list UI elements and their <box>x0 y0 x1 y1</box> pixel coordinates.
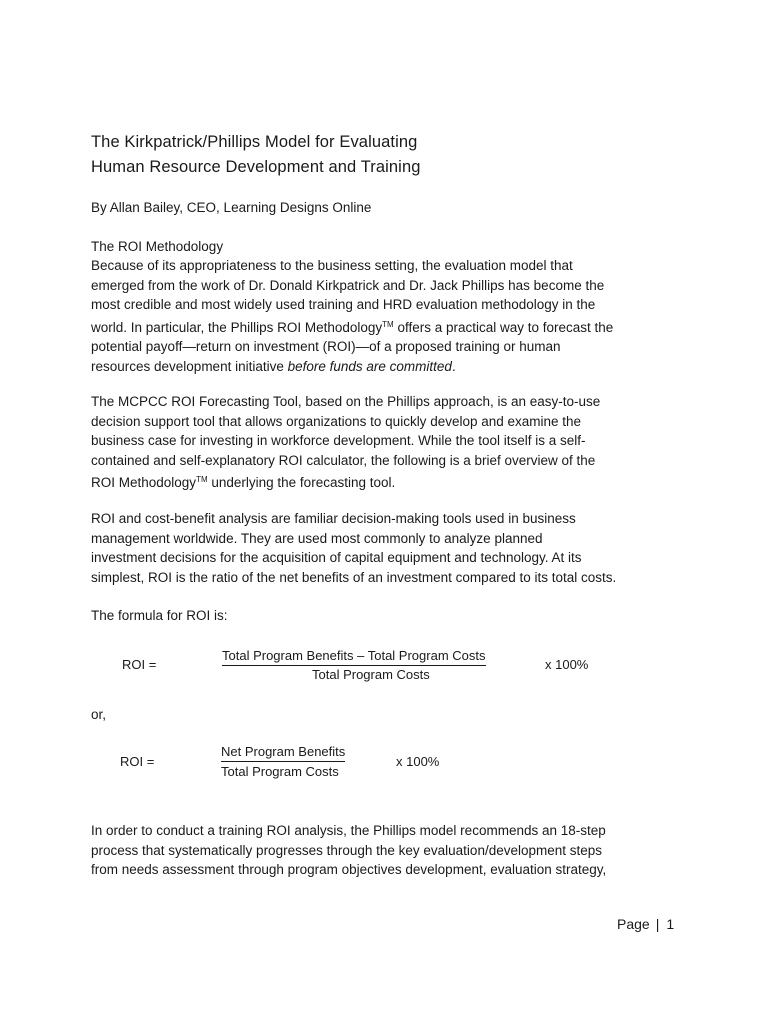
formula-multiplier: x 100% <box>396 754 440 769</box>
page-label: Page <box>617 916 650 932</box>
paragraph-4 <box>91 821 691 880</box>
trademark-mark: TM <box>382 319 394 329</box>
or-text: or, <box>91 707 107 722</box>
title-line-1: The Kirkpatrick/Phillips Model for Evaluating <box>91 133 418 151</box>
paragraph-line: business case for investing in workforce development. While the tool itself is a self- <box>91 433 586 448</box>
page-footer <box>617 914 674 934</box>
paragraph-line <box>91 357 691 377</box>
paragraph-text: . <box>451 358 456 374</box>
page-separator: | <box>655 916 660 932</box>
formula-denominator: Total Program Costs <box>312 667 430 682</box>
paragraph-line: most credible and most widely used training and HRD evaluation methodology in the <box>91 297 596 312</box>
formula-intro-text: The formula for ROI is: <box>91 608 228 623</box>
paragraph-line: In order to conduct a training ROI analysis, the Phillips model recommends an 18-step <box>91 823 606 838</box>
paragraph-line: potential payoff—return on investment (ROI)—of a proposed training or human <box>91 339 561 354</box>
formula-numerator: Net Program Benefits <box>221 742 345 762</box>
section-heading <box>91 237 691 257</box>
paragraph-line <box>91 315 691 338</box>
paragraph-line <box>91 470 691 493</box>
section-heading-text: The ROI Methodology <box>91 239 224 254</box>
paragraph-3 <box>91 509 691 587</box>
paragraph-1 <box>91 256 691 376</box>
or-connector <box>91 705 691 725</box>
formula-label: ROI = <box>120 754 155 769</box>
paragraph-line: ROI and cost-benefit analysis are familiar decision-making tools used in business <box>91 511 576 526</box>
paragraph-line: contained and self-explanatory ROI calculator, the following is a brief overview of the <box>91 452 596 468</box>
title-line-2: Human Resource Development and Training <box>91 158 421 176</box>
paragraph-line: investment decisions for the acquisition of capital equipment and technology. At its <box>91 550 582 565</box>
paragraph-line: decision support tool that allows organizations to quickly develop and examine the <box>91 413 582 429</box>
trademark-mark: TM <box>196 475 208 484</box>
document-title <box>91 130 711 180</box>
paragraph-2 <box>91 392 691 493</box>
paragraph-text: offers a practical way to forecast the <box>393 319 614 335</box>
paragraph-line: management worldwide. They are used most commonly to analyze planned <box>91 530 543 546</box>
formula-multiplier: x 100% <box>545 657 589 672</box>
paragraph-line: from needs assessment through program objectives development, evaluation strategy, <box>91 862 607 877</box>
paragraph-text: ROI Methodology <box>91 475 197 490</box>
paragraph-text: world. In particular, the Phillips ROI Methodology <box>91 319 383 335</box>
emphasis-text: before funds are committed <box>287 358 452 374</box>
formula-label: ROI = <box>122 657 157 672</box>
byline: By Allan Bailey, CEO, Learning Designs Online <box>91 200 372 215</box>
paragraph-text: resources development initiative <box>91 358 288 374</box>
page-number: 1 <box>666 916 675 932</box>
formula-intro <box>91 606 691 626</box>
paragraph-line: emerged from the work of Dr. Donald Kirkpatrick and Dr. Jack Phillips has become the <box>91 277 605 293</box>
paragraph-text: underlying the forecasting tool. <box>207 475 396 490</box>
formula-numerator: Total Program Benefits – Total Program Costs <box>222 646 486 666</box>
formula-denominator: Total Program Costs <box>221 764 339 779</box>
paragraph-line: process that systematically progresses through the key evaluation/development steps <box>91 842 603 858</box>
paragraph-line: The MCPCC ROI Forecasting Tool, based on the Phillips approach, is an easy-to-use <box>91 394 601 409</box>
paragraph-line: Because of its appropriateness to the business setting, the evaluation model that <box>91 258 573 273</box>
paragraph-line: simplest, ROI is the ratio of the net benefits of an investment compared to its total costs. <box>91 569 617 585</box>
